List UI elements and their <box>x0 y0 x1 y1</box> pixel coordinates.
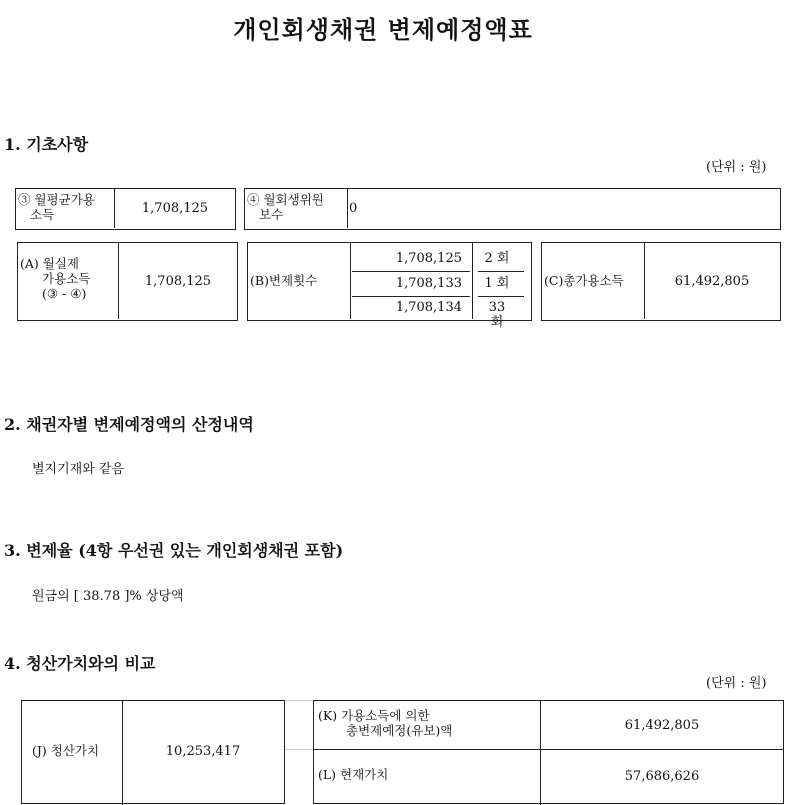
c-box <box>541 242 781 321</box>
c-value: 61,492,805 <box>674 273 750 289</box>
monthly-living-label-line2: 보수 <box>259 207 284 222</box>
a-box <box>17 242 238 321</box>
avg-income-label-line1: ③ 월평균가용 <box>18 192 95 207</box>
avg-income-label-line2: 소득 <box>30 207 55 222</box>
page-title: 개인회생채권 변제예정액표 <box>233 15 533 44</box>
l-label: (L) 현재가치 <box>318 767 389 782</box>
avg-income-box <box>15 188 236 230</box>
k-label-line1: (K) 가용소득에 의한 <box>318 708 430 723</box>
b-row-1-amount: 1,708,125 <box>395 251 462 266</box>
section2-heading: 2. 채권자별 변제예정액의 산정내역 <box>4 415 254 434</box>
b-row-3-amount: 1,708,134 <box>395 300 462 315</box>
connector <box>285 700 314 804</box>
avg-income-label <box>18 192 116 222</box>
a-label-line3: (③ - ④) <box>42 286 87 301</box>
connector <box>285 749 314 750</box>
k-value: 61,492,805 <box>624 717 700 733</box>
divider <box>347 189 348 228</box>
divider <box>350 243 351 319</box>
a-label-line2: 가용소득 <box>42 271 91 286</box>
j-label: (J) 청산가치 <box>32 743 100 758</box>
divider <box>352 271 470 272</box>
monthly-living-value: 0 <box>349 201 358 216</box>
divider <box>472 243 473 319</box>
section3-heading: 3. 변제율 (4항 우선권 있는 개인회생채권 포함) <box>4 541 344 560</box>
c-label: (C)총가용소득 <box>544 273 624 288</box>
k-label <box>318 708 452 738</box>
section4-heading: 4. 청산가치와의 비교 <box>4 654 156 673</box>
divider <box>478 296 524 297</box>
section3-text: 원금의 [ 38.78 ]% 상당액 <box>32 589 184 604</box>
b-row-2-amount: 1,708,133 <box>395 276 462 291</box>
a-label <box>20 256 120 301</box>
avg-income-value: 1,708,125 <box>141 201 209 216</box>
divider <box>352 296 470 297</box>
monthly-living-box <box>244 188 781 230</box>
a-value: 1,708,125 <box>144 273 212 289</box>
l-value: 57,686,626 <box>624 768 700 784</box>
section1-heading: 1. 기초사항 <box>4 135 89 154</box>
monthly-living-label-line1: ④ 월회생위원 <box>247 192 324 207</box>
section1-unit: (단위 : 원) <box>706 160 767 175</box>
kl-box <box>313 700 784 804</box>
divider <box>478 271 524 272</box>
b-row-1-count: 2 회 <box>484 251 510 266</box>
a-label-line1: (A) 월실제 <box>20 256 79 271</box>
j-box <box>21 700 285 804</box>
j-value: 10,253,417 <box>165 743 241 759</box>
k-label-line2: 총변제예정(유보)액 <box>346 723 453 738</box>
b-row-2-count: 1 회 <box>484 276 510 291</box>
b-box <box>247 242 532 330</box>
b-label: (B)변제횟수 <box>250 273 318 288</box>
section2-text: 별지기재와 같음 <box>32 462 125 477</box>
section4-unit: (단위 : 원) <box>706 676 767 691</box>
b-row-3-count: 33 회 <box>488 300 506 330</box>
monthly-living-label <box>247 192 347 222</box>
